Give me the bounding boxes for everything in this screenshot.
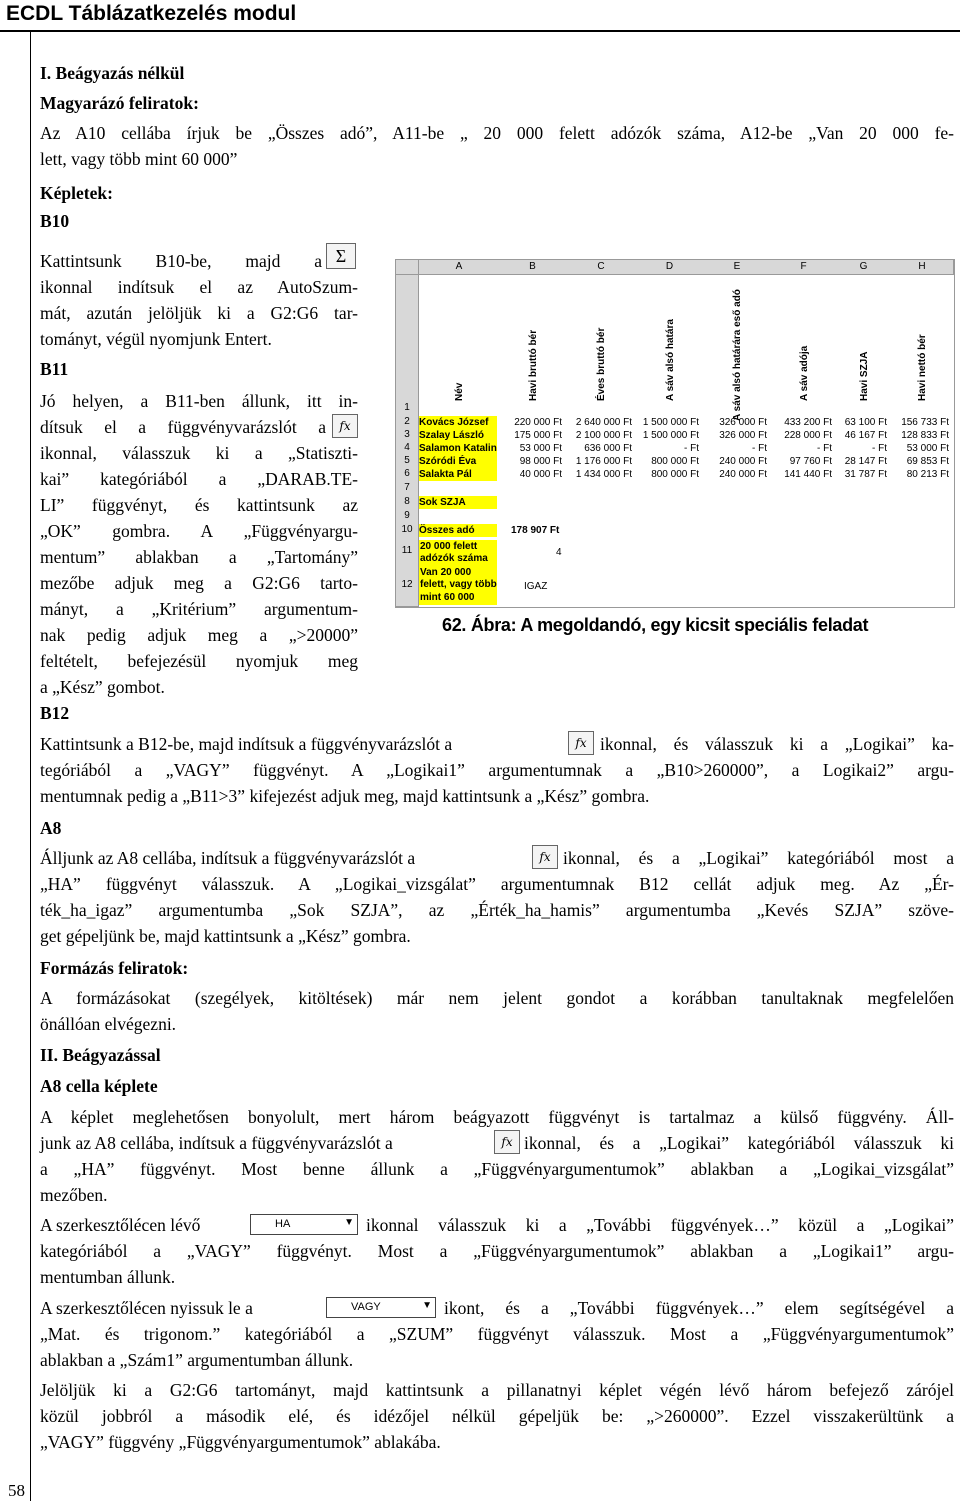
text-line: ikonnal, és a „Logikai” kategóriából válasszuk ki bbox=[524, 1133, 954, 1153]
text-line: dítsuk el a függvényvarázslót a bbox=[40, 417, 326, 437]
chevron-down-icon: ▼ bbox=[422, 1300, 432, 1311]
subheading: A8 cella képlete bbox=[40, 1076, 158, 1096]
text-line: ikonnal, és a „Logikai” kategóriából most a bbox=[563, 848, 954, 868]
row-header: 7 bbox=[396, 480, 419, 496]
sigma-glyph: Σ bbox=[335, 246, 347, 266]
row-header: 2 bbox=[396, 415, 419, 429]
cell-text: mint 60 000 bbox=[420, 592, 475, 603]
text-line: Jó helyen, a B11-ben állunk, itt in- bbox=[40, 391, 358, 411]
text-line: mentum” ablakban a „Tartomány” bbox=[40, 547, 358, 567]
header-rule bbox=[0, 30, 960, 32]
subheading-b11: B11 bbox=[40, 359, 69, 379]
text-line: ikonnal válasszuk ki a „További függvények…” közül a „Logikai” bbox=[366, 1215, 954, 1235]
row-header: 9 bbox=[396, 509, 419, 523]
text-line: kategóriából a „VAGY” függvényt. Most a „Függvényargumentumok” ablakban a „Logikai1” argu- bbox=[40, 1241, 954, 1261]
text-line: Kattintsunk a B12-be, majd indítsuk a függvényvarázslót a bbox=[40, 734, 453, 754]
text-line: mezőbe adjuk meg a G2:G6 tarto- bbox=[40, 573, 358, 593]
column-title: A sáv adója bbox=[798, 345, 810, 401]
function-wizard-icon[interactable] bbox=[494, 1130, 520, 1154]
text-line: feltételt, befejezésül nyomjuk meg bbox=[40, 651, 358, 671]
text-line: Álljunk az A8 cellába, indítsuk a függvényvarázslót a bbox=[40, 848, 416, 868]
table-cell: 69 853 Ft bbox=[906, 456, 949, 467]
corner-cell bbox=[396, 260, 419, 275]
row-header: 10 bbox=[396, 522, 419, 539]
text-line: nak pedig adjuk meg a „>20000” bbox=[40, 625, 358, 645]
text-line: mentumban állunk. bbox=[40, 1267, 176, 1287]
fx-glyph: fx bbox=[575, 736, 587, 750]
section-heading: I. Beágyazás nélkül bbox=[40, 63, 185, 83]
text-line: junk az A8 cellába, indítsuk a függvényvarázslót a bbox=[40, 1133, 393, 1153]
table-cell: 156 733 Ft bbox=[901, 417, 949, 428]
row-header: 8 bbox=[396, 495, 419, 510]
fx-glyph: fx bbox=[501, 1135, 513, 1149]
function-dropdown[interactable] bbox=[326, 1297, 436, 1318]
text-line: mezőben. bbox=[40, 1185, 108, 1205]
text-line: ikont, és a „További függvények…” elem segítségével a bbox=[444, 1298, 954, 1318]
fx-glyph: fx bbox=[539, 850, 551, 864]
text-line: a „Kész” gombot. bbox=[40, 677, 165, 697]
table-cell: 800 000 Ft bbox=[651, 456, 699, 467]
column-header: D bbox=[636, 260, 704, 275]
text-line: „VAGY” függvény „Függvényargumentumok” ablakába. bbox=[40, 1432, 441, 1452]
paragraph-b10 bbox=[40, 248, 322, 274]
column-header: H bbox=[891, 260, 954, 275]
subheading: Magyarázó feliratok: bbox=[40, 93, 199, 113]
table-cell: 63 100 Ft bbox=[844, 417, 887, 428]
cell-a10: Összes adó bbox=[419, 524, 497, 537]
text-line: A szerkesztőlécen lévő bbox=[40, 1215, 201, 1235]
subheading-b12: B12 bbox=[40, 703, 70, 723]
table-cell: 97 760 Ft bbox=[789, 456, 832, 467]
text-line: mentumnak pedig a „B11>3” kifejezést adjuk meg, majd kattintsunk a „Kész” gombra. bbox=[40, 786, 650, 806]
column-title: A sáv alsó határa bbox=[664, 319, 676, 401]
subheading: Formázás feliratok: bbox=[40, 958, 189, 978]
cell-b12: IGAZ bbox=[524, 581, 548, 592]
row-header: 3 bbox=[396, 428, 419, 442]
paragraph bbox=[444, 1295, 954, 1321]
subheading-a8: A8 bbox=[40, 818, 62, 838]
column-title: Havi bruttó bér bbox=[527, 329, 539, 401]
cell-text: felett, vagy több bbox=[420, 579, 497, 590]
text-line: önállóan elvégezni. bbox=[40, 1014, 177, 1034]
text-line: „HA” függvényt válasszuk. A „Logikai_vizsgálat” argumentumnak B12 cellát adjuk meg. Az „Ér- bbox=[40, 874, 954, 894]
table-cell: 800 000 Ft bbox=[651, 469, 699, 480]
text-line: ikonnal, válasszuk ki a „Statiszti- bbox=[40, 443, 358, 463]
paragraph bbox=[40, 1156, 954, 1182]
table-cell: Szóródi Éva bbox=[419, 455, 497, 468]
paragraph bbox=[40, 1377, 954, 1429]
column-title: A sáv alsó határára eső adó bbox=[732, 289, 743, 421]
function-wizard-icon[interactable] bbox=[532, 845, 558, 869]
column-header: G bbox=[836, 260, 892, 275]
text-line: „Mat. és trigonom.” kategóriából a „SZUM” függvényt válasszuk. Most a „Függvényargumentumok” bbox=[40, 1324, 954, 1344]
text-line: lett, vagy több mint 60 000” bbox=[40, 149, 238, 169]
table-cell: 141 440 Ft bbox=[784, 469, 832, 480]
paragraph bbox=[40, 120, 954, 146]
paragraph bbox=[563, 845, 954, 871]
paragraph bbox=[40, 985, 954, 1011]
table-cell: 1 500 000 Ft bbox=[642, 417, 699, 428]
cell-text: Van 20 000 bbox=[420, 567, 472, 578]
cell-a8: Sok SZJA bbox=[419, 496, 497, 509]
figure-caption: 62. Ábra: A megoldandó, egy kicsit speciális feladat bbox=[442, 615, 869, 635]
function-wizard-icon[interactable] bbox=[332, 414, 358, 438]
table-cell: - Ft bbox=[872, 443, 887, 454]
text-line: A szerkesztőlécen nyissuk le a bbox=[40, 1298, 253, 1318]
paragraph-b11-cont bbox=[40, 440, 358, 674]
column-title: Havi SZJA bbox=[858, 351, 870, 401]
table-cell: 53 000 Ft bbox=[519, 443, 562, 454]
row-header: 12 bbox=[396, 564, 419, 607]
column-header: A bbox=[419, 260, 500, 275]
table-cell: Szalay László bbox=[419, 429, 497, 442]
table-cell: 2 100 000 Ft bbox=[575, 430, 632, 441]
table-cell: 228 000 Ft bbox=[784, 430, 832, 441]
text-line: kai” kategóriából a „DARAB.TE- bbox=[40, 469, 358, 489]
row-header: 6 bbox=[396, 467, 419, 481]
subheading: Képletek: bbox=[40, 183, 113, 203]
text-line: ikonnal, és válasszuk ki a „Logikai” ka- bbox=[600, 734, 954, 754]
fx-glyph: fx bbox=[339, 419, 351, 433]
text-line: Jelöljük ki a G2:G6 tartományt, majd kattintsunk a pillanatnyi képlet végén lévő három befejező zárójel bbox=[40, 1380, 954, 1400]
text-line: tományt, végül nyomjunk Entert. bbox=[40, 329, 272, 349]
margin-rule bbox=[30, 32, 31, 1501]
text-line: ikonnal indítsuk el az AutoSzum- bbox=[40, 277, 358, 297]
table-cell: Salakta Pál bbox=[419, 468, 497, 481]
text-line: közül jobbról a második elé, és idézőjel nélkül gépeljük be: „>260000”. Ezzel visszakerültünk a bbox=[40, 1406, 954, 1426]
column-header: B bbox=[499, 260, 567, 275]
table-cell: 433 200 Ft bbox=[784, 417, 832, 428]
cell-text: 20 000 felett bbox=[420, 541, 478, 552]
table-cell: 240 000 Ft bbox=[719, 469, 767, 480]
text-line: Az A10 cellába írjuk be „Összes adó”, A11-be „ 20 000 felett adózók száma, A12-be „Van 20 000 fe- bbox=[40, 123, 954, 143]
paragraph bbox=[40, 1238, 954, 1264]
table-cell: Salamon Katalin bbox=[419, 443, 497, 454]
paragraph-b12 bbox=[40, 757, 954, 783]
paragraph bbox=[524, 1130, 954, 1156]
table-cell: 1 434 000 Ft bbox=[575, 469, 632, 480]
table-cell: 1 500 000 Ft bbox=[642, 430, 699, 441]
row-header: 4 bbox=[396, 441, 419, 455]
header-title: ECDL Táblázatkezelés modul bbox=[6, 2, 297, 25]
column-header: E bbox=[703, 260, 772, 275]
table-cell: 326 000 Ft bbox=[719, 430, 767, 441]
column-title: Havi nettó bér bbox=[917, 334, 928, 401]
paragraph-b10-cont bbox=[40, 274, 358, 326]
paragraph bbox=[40, 1321, 954, 1347]
text-line: mát, azután jelöljük ki a G2:G6 tar- bbox=[40, 303, 358, 323]
table-cell: 2 640 000 Ft bbox=[575, 417, 632, 428]
column-title: Éves bruttó bér bbox=[596, 327, 607, 401]
row-header: 11 bbox=[396, 538, 419, 565]
section-heading: II. Beágyazással bbox=[40, 1045, 161, 1065]
text-line: get gépeljünk be, majd kattintsunk a „Kész” gombra. bbox=[40, 926, 411, 946]
table-cell: 40 000 Ft bbox=[519, 469, 562, 480]
text-line: ablakban a „Szám1” argumentumban állunk. bbox=[40, 1350, 354, 1370]
page-header bbox=[0, 0, 960, 32]
text-line: tegóriából a „VAGY” függvényt. A „Logikai1” argumentumnak a „B10>260000”, a Logikai2” argu- bbox=[40, 760, 954, 780]
table-cell: 326 000 Ft bbox=[719, 417, 767, 428]
text-line: mányt, a „Kritérium” argumentum- bbox=[40, 599, 358, 619]
table-cell: 31 787 Ft bbox=[844, 469, 887, 480]
table-cell: 53 000 Ft bbox=[906, 443, 949, 454]
table-cell: - Ft bbox=[684, 443, 699, 454]
cell-b10: 178 907 Ft bbox=[511, 525, 560, 536]
autosum-icon[interactable] bbox=[326, 243, 356, 269]
text-line: LI” függvényt, és kattintsunk az bbox=[40, 495, 358, 515]
table-cell: Kovács József bbox=[419, 416, 497, 429]
table-cell: 636 000 Ft bbox=[584, 443, 632, 454]
table-cell: 98 000 Ft bbox=[519, 456, 562, 467]
paragraph bbox=[366, 1212, 954, 1238]
text-line: A képlet meglehetősen bonyolult, mert három beágyazott függvényt is tartalmaz a külső függvény. Áll- bbox=[40, 1107, 954, 1127]
table-cell: 128 833 Ft bbox=[901, 430, 949, 441]
table-cell: 1 176 000 Ft bbox=[575, 456, 632, 467]
paragraph bbox=[600, 731, 954, 757]
table-cell: 46 167 Ft bbox=[844, 430, 887, 441]
dropdown-value: VAGY bbox=[351, 1301, 381, 1313]
table-cell: 175 000 Ft bbox=[514, 430, 562, 441]
column-header: C bbox=[566, 260, 637, 275]
table-cell: - Ft bbox=[752, 443, 767, 454]
text-line: „OK” gombra. A „Függvényargu- bbox=[40, 521, 358, 541]
function-dropdown[interactable] bbox=[250, 1214, 358, 1235]
cell-b11: 4 bbox=[556, 547, 562, 558]
row-header: 5 bbox=[396, 454, 419, 468]
paragraph-b11 bbox=[40, 414, 326, 440]
cell-a11 bbox=[419, 540, 497, 566]
text-line: a „HA” függvényt. Most benne állunk a „Függvényargumentumok” ablakban a „Logikai_vizsgálat” bbox=[40, 1159, 954, 1179]
spreadsheet-figure bbox=[395, 259, 955, 608]
page-number: 58 bbox=[8, 1481, 25, 1500]
row-header: 1 bbox=[396, 275, 419, 416]
text-line: Kattintsunk B10-be, majd a bbox=[40, 251, 322, 271]
cell-a12 bbox=[419, 566, 497, 605]
text-line: A formázásokat (szegélyek, kitöltések) már nem jelent gondot a korábban tanultaknak megfelelően bbox=[40, 988, 954, 1008]
table-cell: 220 000 Ft bbox=[514, 417, 562, 428]
table-cell: - Ft bbox=[817, 443, 832, 454]
table-cell: 80 213 Ft bbox=[906, 469, 949, 480]
table-cell: 240 000 Ft bbox=[719, 456, 767, 467]
paragraph-a8 bbox=[40, 871, 954, 923]
column-title: Név bbox=[454, 382, 465, 401]
text-line: ték_ha_igaz” argumentumba „Sok SZJA”, az „Érték_ha_hamis” argumentumba „Kevés SZJA” szöve- bbox=[40, 900, 954, 920]
function-wizard-icon[interactable] bbox=[568, 731, 594, 755]
subheading-b10: B10 bbox=[40, 211, 70, 231]
paragraph-b11 bbox=[40, 388, 358, 414]
table-cell: 28 147 Ft bbox=[844, 456, 887, 467]
column-header: F bbox=[771, 260, 837, 275]
chevron-down-icon: ▼ bbox=[344, 1217, 354, 1228]
dropdown-value: HA bbox=[275, 1218, 291, 1230]
paragraph bbox=[40, 1104, 954, 1130]
cell-text: adózók száma bbox=[420, 553, 488, 564]
